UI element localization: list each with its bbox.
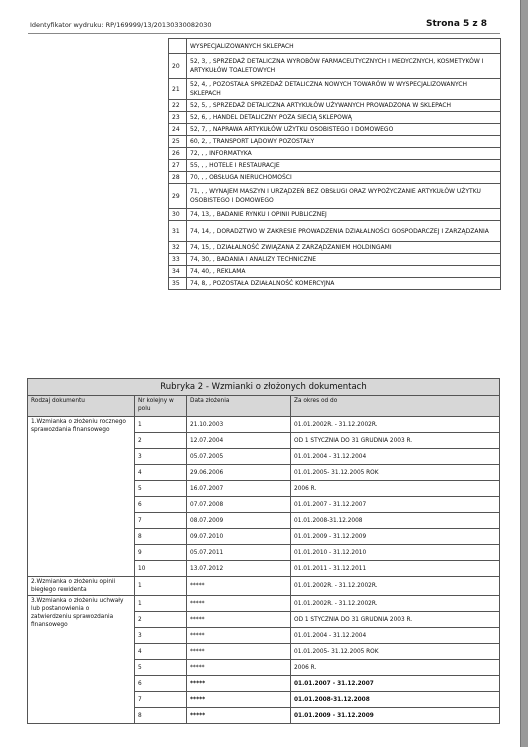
sequence-number-cell: 6 — [135, 497, 187, 513]
pkd-continuation-row — [169, 39, 501, 54]
document-type-cell: 3.Wzmianka o złożeniu uchwały lub postanowienia o zatwierdzeniu sprawozdania finansowego — [28, 596, 135, 724]
pkd-row — [169, 242, 501, 254]
period-cell: 01.01.2002R. - 31.12.2002R. — [291, 417, 500, 433]
sequence-number-cell: 4 — [135, 465, 187, 481]
sequence-number-cell: 7 — [135, 513, 187, 529]
pkd-number-cell: 20 — [169, 54, 187, 79]
pkd-row — [169, 124, 501, 136]
filing-date-cell: ***** — [187, 577, 291, 596]
filing-date-cell: ***** — [187, 612, 291, 628]
period-cell: OD 1 STYCZNIA DO 31 GRUDNIA 2003 R. — [291, 433, 500, 449]
rubryka-2-title: Rubryka 2 - Wzmianki o złożonych dokumentach — [28, 379, 500, 396]
header-rodzaj-dokumentu: Rodzaj dokumentu — [28, 396, 135, 417]
document-row — [28, 577, 500, 596]
filing-date-cell: ***** — [187, 596, 291, 612]
pkd-description-cell: 60, 2, , TRANSPORT LĄDOWY POZOSTAŁY — [187, 136, 501, 148]
filing-date-cell: 12.07.2004 — [187, 433, 291, 449]
period-cell: 2006 R. — [291, 660, 500, 676]
print-identifier: Identyfikator wydruku: RP/169999/13/20130330082030 — [30, 21, 212, 29]
pkd-description-cell: 74, 15, , DZIAŁALNOŚĆ ZWIĄZANA Z ZARZĄDZANIEM HOLDINGAMI — [187, 242, 501, 254]
pkd-row — [169, 112, 501, 124]
sequence-number-cell: 3 — [135, 628, 187, 644]
sequence-number-cell: 3 — [135, 449, 187, 465]
header-za-okres: Za okres od do — [291, 396, 500, 417]
pkd-row — [169, 54, 501, 79]
filing-date-cell: ***** — [187, 628, 291, 644]
pkd-number-cell: 24 — [169, 124, 187, 136]
pkd-row — [169, 209, 501, 221]
period-cell: 01.01.2009 - 31.12.2009 — [291, 708, 500, 724]
sequence-number-cell: 2 — [135, 612, 187, 628]
pkd-number-cell: 35 — [169, 278, 187, 290]
period-cell: 01.01.2009 - 31.12.2009 — [291, 529, 500, 545]
pkd-description-cell: 72, , , INFORMATYKA — [187, 148, 501, 160]
document-row — [28, 596, 500, 612]
pkd-row — [169, 254, 501, 266]
pkd-description-cell: 74, 30, , BADANIA I ANALIZY TECHNICZNE — [187, 254, 501, 266]
filing-date-cell: 29.06.2006 — [187, 465, 291, 481]
period-cell: 01.01.2002R. - 31.12.2002R. — [291, 577, 500, 596]
header-data-zlozenia: Data złożenia — [187, 396, 291, 417]
filing-date-cell: ***** — [187, 660, 291, 676]
pkd-description-cell: 52, 5, , SPRZEDAŻ DETALICZNA ARTYKUŁÓW UŻYWANYCH PROWADZONA W SKLEPACH — [187, 100, 501, 112]
document-type-cell: 2.Wzmianka o złożeniu opinii biegłego rewidenta — [28, 577, 135, 596]
period-cell: 2006 R. — [291, 481, 500, 497]
filing-date-cell: ***** — [187, 644, 291, 660]
pkd-row — [169, 136, 501, 148]
period-cell: 01.01.2007 - 31.12.2007 — [291, 676, 500, 692]
pkd-row — [169, 160, 501, 172]
pkd-description-cell: 52, 6, , HANDEL DETALICZNY POZA SIECIĄ SKLEPOWĄ — [187, 112, 501, 124]
filing-date-cell: 05.07.2011 — [187, 545, 291, 561]
pkd-description-cell: 74, 8, , POZOSTAŁA DZIAŁALNOŚĆ KOMERCYJNA — [187, 278, 501, 290]
period-cell: 01.01.2005- 31.12.2005 ROK — [291, 465, 500, 481]
pkd-description-cell: 52, 4, , POZOSTAŁA SPRZEDAŻ DETALICZNA NOWYCH TOWARÓW W WYSPECJALIZOWANYCH SKLEPACH — [187, 79, 501, 100]
pkd-description-cell: 74, 14, , DORADZTWO W ZAKRESIE PROWADZENIA DZIAŁALNOŚCI GOSPODARCZEJ I ZARZĄDZANIA — [187, 221, 501, 242]
pkd-description-cell: 52, 3, , SPRZEDAŻ DETALICZNA WYROBÓW FARMACEUTYCZNYCH I MEDYCZNYCH, KOSMETYKÓW I ARTYKUŁÓW TOALETOWYCH — [187, 54, 501, 79]
pkd-number-cell: 28 — [169, 172, 187, 184]
pkd-row — [169, 79, 501, 100]
pkd-description-cell: WYSPECJALIZOWANYCH SKLEPACH — [187, 39, 501, 54]
pkd-number-cell: 34 — [169, 266, 187, 278]
pkd-row — [169, 266, 501, 278]
period-cell: OD 1 STYCZNIA DO 31 GRUDNIA 2003 R. — [291, 612, 500, 628]
filing-date-cell: 16.07.2007 — [187, 481, 291, 497]
pkd-row — [169, 221, 501, 242]
filing-date-cell: 21.10.2003 — [187, 417, 291, 433]
sequence-number-cell: 9 — [135, 545, 187, 561]
rubryka-2-column-headers — [28, 396, 500, 417]
pkd-description-cell: 74, 40, , REKLAMA — [187, 266, 501, 278]
pkd-number-cell: 33 — [169, 254, 187, 266]
pkd-number-cell: 25 — [169, 136, 187, 148]
pkd-number-cell: 26 — [169, 148, 187, 160]
document-row — [28, 417, 500, 433]
pkd-number-cell: 31 — [169, 221, 187, 242]
pkd-number-cell: 27 — [169, 160, 187, 172]
sequence-number-cell: 6 — [135, 676, 187, 692]
filing-date-cell: 07.07.2008 — [187, 497, 291, 513]
filing-date-cell: 13.07.2012 — [187, 561, 291, 577]
pkd-number-cell: 23 — [169, 112, 187, 124]
pkd-description-cell: 74, 13, , BADANIE RYNKU I OPINII PUBLICZNEJ — [187, 209, 501, 221]
sequence-number-cell: 5 — [135, 660, 187, 676]
period-cell: 01.01.2004 - 31.12.2004 — [291, 449, 500, 465]
period-cell: 01.01.2008-31.12.2008 — [291, 513, 500, 529]
sequence-number-cell: 5 — [135, 481, 187, 497]
sequence-number-cell: 1 — [135, 417, 187, 433]
pkd-description-cell: 52, 7, , NAPRAWA ARTYKUŁÓW UŻYTKU OSOBISTEGO I DOMOWEGO — [187, 124, 501, 136]
sequence-number-cell: 10 — [135, 561, 187, 577]
sequence-number-cell: 4 — [135, 644, 187, 660]
pkd-number-cell: 30 — [169, 209, 187, 221]
pkd-table — [168, 38, 501, 290]
period-cell: 01.01.2011 - 31.12.2011 — [291, 561, 500, 577]
period-cell: 01.01.2008-31.12.2008 — [291, 692, 500, 708]
period-cell: 01.01.2010 - 31.12.2010 — [291, 545, 500, 561]
pkd-row — [169, 172, 501, 184]
period-cell: 01.01.2007 - 31.12.2007 — [291, 497, 500, 513]
filing-date-cell: 08.07.2009 — [187, 513, 291, 529]
period-cell: 01.01.2005- 31.12.2005 ROK — [291, 644, 500, 660]
filing-date-cell: 05.07.2005 — [187, 449, 291, 465]
sequence-number-cell: 8 — [135, 708, 187, 724]
pkd-number-cell: 22 — [169, 100, 187, 112]
filing-date-cell: ***** — [187, 692, 291, 708]
pkd-number-cell: 21 — [169, 79, 187, 100]
pkd-row — [169, 278, 501, 290]
pkd-description-cell: 55, , , HOTELE I RESTAURACJE — [187, 160, 501, 172]
sequence-number-cell: 1 — [135, 596, 187, 612]
pkd-number-cell: 32 — [169, 242, 187, 254]
period-cell: 01.01.2004 - 31.12.2004 — [291, 628, 500, 644]
filing-date-cell: ***** — [187, 676, 291, 692]
pkd-description-cell: 71, , , WYNAJEM MASZYN I URZĄDZEŃ BEZ OBSŁUGI ORAZ WYPOŻYCZANIE ARTYKUŁÓW UŻYTKU OSOBISTEGO I DOMOWEGO — [187, 184, 501, 209]
page-number: Strona 5 z 8 — [426, 19, 488, 29]
pkd-row — [169, 100, 501, 112]
sequence-number-cell: 8 — [135, 529, 187, 545]
pkd-description-cell: 70, , , OBSŁUGA NIERUCHOMOŚCI — [187, 172, 501, 184]
rubryka-2-table — [27, 378, 500, 724]
sequence-number-cell: 7 — [135, 692, 187, 708]
pkd-number-cell — [169, 39, 187, 54]
sequence-number-cell: 1 — [135, 577, 187, 596]
header-divider — [28, 33, 500, 34]
filing-date-cell: ***** — [187, 708, 291, 724]
pkd-row — [169, 184, 501, 209]
pkd-row — [169, 148, 501, 160]
pkd-number-cell: 29 — [169, 184, 187, 209]
period-cell: 01.01.2002R. - 31.12.2002R. — [291, 596, 500, 612]
document-type-cell: 1.Wzmianka o złożeniu rocznego sprawozdania finansowego — [28, 417, 135, 577]
sequence-number-cell: 2 — [135, 433, 187, 449]
header-nr-kolejny: Nr kolejny w polu — [135, 396, 187, 417]
filing-date-cell: 09.07.2010 — [187, 529, 291, 545]
